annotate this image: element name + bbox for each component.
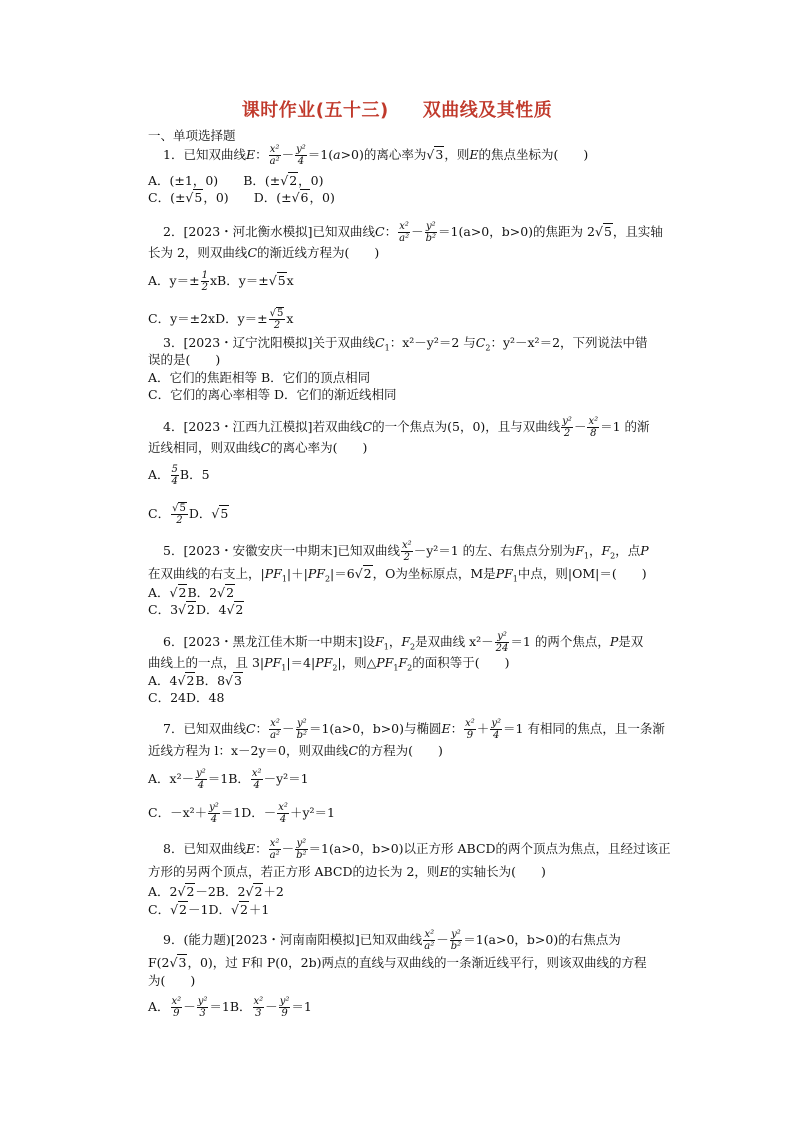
q8-options-cd: C．√2－1D．√2＋1	[148, 902, 270, 917]
q5-stem-2: 在双曲线的右支上，$|PF_1|+|PF_2|=6√2$，O为坐标原点，M是$PF_1$中点，则|OM|＝( )	[148, 566, 647, 584]
page-title	[0, 96, 794, 122]
q4-options-cd: C． $\frac{√5}{2}$ D．√5	[148, 503, 229, 526]
q7-stem-2: 近线方程为 l：x－2y＝0，则双曲线C的方程为( )	[148, 743, 443, 758]
q6-options-cd: C．24D．48	[148, 690, 225, 705]
q2-stem-1: 2．[2023・河北衡水模拟]已知双曲线C： $\frac{\text{x²}}{\text{a²}}$ － $\frac{\text{y²}}{\text{b²}}$ ＝1(a>0，b>0)的焦距为 2√5，且实轴	[163, 221, 663, 244]
q7-options-cd: C．－x²＋ $\frac{\text{y²}}{4}$ ＝1D．－ $\frac{\text{x²}}{4}$ ＋y²＝1	[148, 802, 335, 825]
q4-stem-1: 4．[2023・江西九江模拟]若双曲线C的一个焦点为(5，0)，且与双曲线 $\frac{\text{y²}}{2}$ － $\frac{\text{x²}}{8}$ ＝1 的渐	[163, 416, 650, 439]
q8-stem-1: 8．已知双曲线E： $\frac{\text{x²}}{\text{a²}}$ － $\frac{\text{y²}}{\text{b²}}$ ＝1(a>0，b>0)以正方形 ABCD的两个顶点为焦点，且经过该正	[163, 838, 671, 861]
title-sub: 双曲线及其性质	[422, 100, 553, 121]
q9-stem-1: 9．(能力题)[2023・河南南阳模拟]已知双曲线 $\frac{\text{x²}}{\text{a²}}$ － $\frac{\text{y²}}{\text{b²}}$ ＝1(a>0，b>0)的右焦点为	[163, 929, 621, 952]
q6-stem-1: 6．[2023・黑龙江佳木斯一中期末]设$F_1$，$F_2$是双曲线 x²－ $\frac{\text{y²}}{24}$ ＝1 的两个焦点，P是双	[163, 631, 644, 654]
q8-options-ab: A．2√2－2B．2√2＋2	[148, 884, 284, 899]
q5-options-ab: A．√2B．2√2	[148, 585, 235, 600]
q1-stem: 1．已知双曲线E： $\frac{\text{x²}}{\text{a²}}$ － $\frac{\text{y²}}{4}$ ＝1(a>0)的离心率为√3，则E的焦点坐标为( )	[163, 144, 589, 167]
q7-stem-1: 7．已知双曲线C： $\frac{\text{x²}}{\text{a²}}$ － $\frac{\text{y²}}{\text{b²}}$ ＝1(a>0，b>0)与椭圆E： $\frac{\text{x²}}{9}$ ＋ $\frac{\text{y²}}{4}$ ＝1 有相同的焦点，且一条渐	[163, 718, 665, 741]
q6-stem-2: 曲线上的一点，且 $3|PF_1|=4|PF_2|$，则$\triangle PF_1F_2$的面积等于( )	[148, 655, 510, 673]
q8-stem-2: 方形的另两个顶点，若正方形 ABCD的边长为 2，则E的实轴长为( )	[148, 864, 546, 879]
q1-options-cd: C．(±√5，0) D．(±√6，0)	[148, 190, 335, 205]
q3-options-cd: C．它们的离心率相等 D．它们的渐近线相同	[148, 387, 397, 402]
q4-options-ab: A． $\frac{5}{4}$ B．5	[148, 464, 210, 487]
q2-options-ab: A．y＝± $\frac{1}{2}$ xB．y＝±√5x	[148, 270, 294, 293]
q5-options-cd: C．3√2D．4√2	[148, 602, 244, 617]
q2-stem-2: 长为 2，则双曲线C的渐近线方程为( )	[148, 245, 380, 260]
q5-stem-1: 5．[2023・安徽安庆一中期末]已知双曲线 $\frac{\text{x²}}{2}$ －y²＝1 的左、右焦点分别为$F_1$，$F_2$，点P	[163, 540, 649, 563]
q6-options-ab: A．4√2B．8√3	[148, 673, 242, 688]
q3-stem-2: 误的是( )	[148, 352, 221, 367]
title-main: 课时作业(五十三)	[241, 100, 389, 121]
section-heading: 一、单项选择题	[148, 128, 236, 143]
q4-stem-2: 近线相同，则双曲线C的离心率为( )	[148, 440, 368, 455]
q3-stem-1: 3．[2023・辽宁沈阳模拟]关于双曲线$C_1$：x²－y²＝2 与$C_2$：y²－x²＝2，下列说法中错	[163, 335, 648, 353]
q3-options-ab: A．它们的焦距相等 B．它们的顶点相同	[148, 370, 371, 385]
q1-options-ab: A．(±1，0) B．(±√2，0)	[148, 173, 324, 188]
q9-stem-3: 为( )	[148, 973, 196, 988]
q9-options-ab: A． $\frac{\text{x²}}{9}$ － $\frac{\text{y²}}{3}$ ＝1B． $\frac{\text{x²}}{3}$ － $\frac{\text{y²}}{9}$ ＝1	[148, 996, 312, 1019]
q2-options-cd: C．y＝±2xD．y＝± $\frac{√5}{2}$ x	[148, 308, 294, 331]
q7-options-ab: A．x²－ $\frac{\text{y²}}{4}$ ＝1B． $\frac{\text{x²}}{4}$ －y²＝1	[148, 768, 309, 791]
q9-stem-2: F(2√3，0)，过 F和 P(0，2b)两点的直线与双曲线的一条渐近线平行，则该双曲线的方程	[148, 955, 647, 970]
